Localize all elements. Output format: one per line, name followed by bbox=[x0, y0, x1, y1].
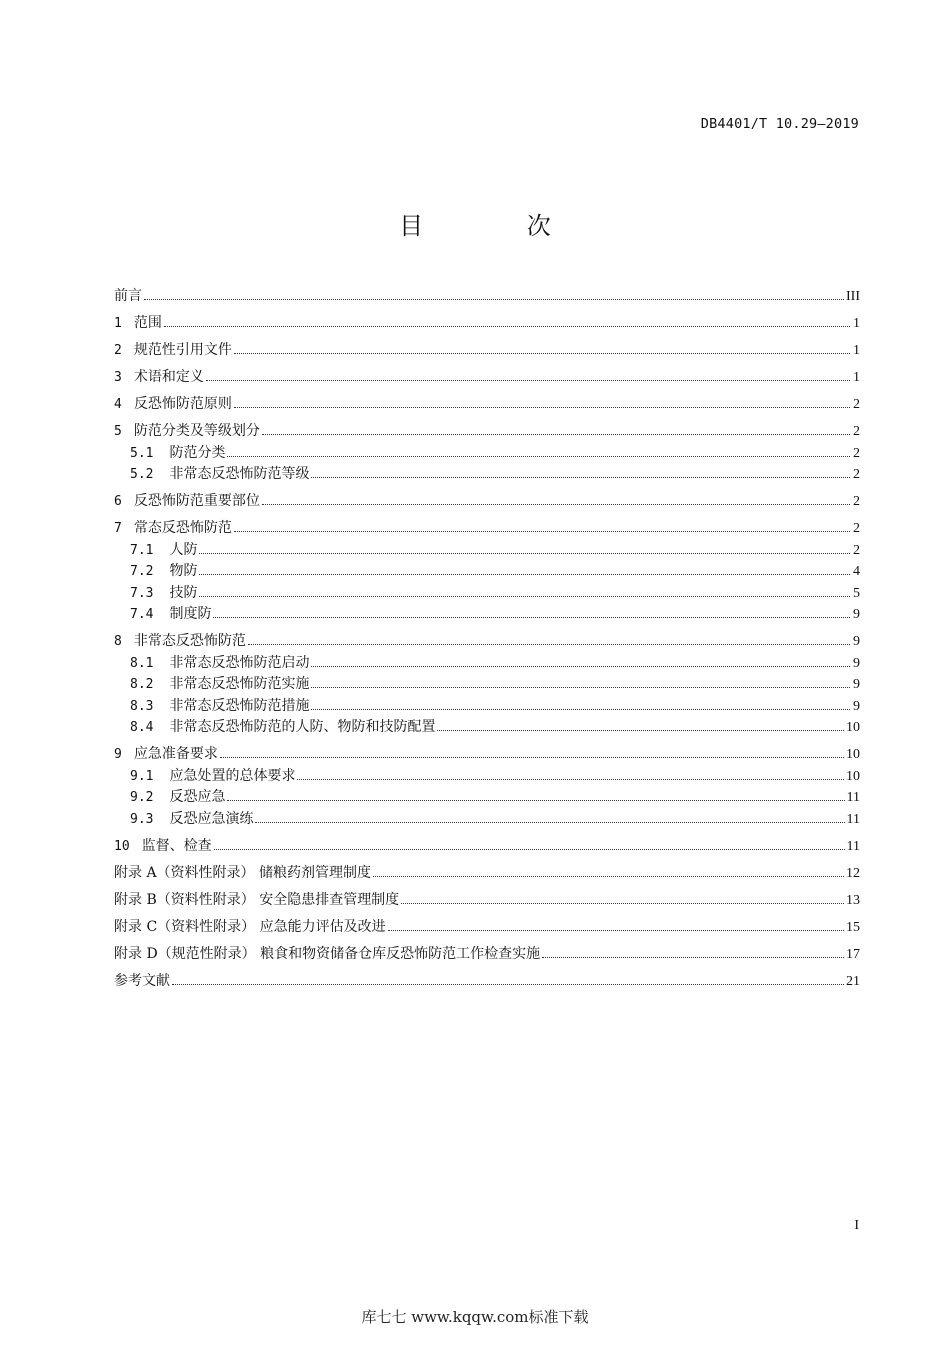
toc-entry[interactable] bbox=[114, 971, 860, 993]
toc-entry-number: 7.2 bbox=[130, 564, 154, 579]
toc-dot-leader bbox=[199, 596, 850, 597]
toc-entry-number: 7.4 bbox=[130, 607, 154, 622]
toc-entry-label: 非常态反恐怖防范 bbox=[133, 633, 246, 649]
toc-entry[interactable] bbox=[114, 744, 860, 766]
toc-entry-number: 5 bbox=[114, 424, 122, 439]
table-of-contents bbox=[114, 286, 860, 992]
toc-entry[interactable] bbox=[114, 340, 860, 362]
toc-entry-label: 技防 bbox=[169, 584, 198, 601]
toc-entry-page: 10 bbox=[846, 720, 860, 735]
toc-entry-label: 非常态反恐怖防范实施 bbox=[169, 676, 310, 692]
toc-dot-leader bbox=[164, 326, 850, 327]
toc-dot-leader bbox=[373, 876, 844, 877]
toc-entry[interactable] bbox=[114, 443, 860, 465]
toc-entry-page: 2 bbox=[853, 445, 860, 461]
toc-entry-page: 17 bbox=[846, 946, 860, 962]
toc-entry-number: 8.4 bbox=[130, 720, 154, 735]
toc-entry[interactable] bbox=[114, 674, 860, 696]
toc-entry[interactable] bbox=[114, 944, 860, 966]
toc-dot-leader bbox=[262, 504, 850, 505]
toc-entry-page: 11 bbox=[846, 838, 860, 854]
toc-dot-leader bbox=[214, 849, 845, 850]
toc-entry-page: 9 bbox=[853, 677, 860, 692]
toc-entry[interactable] bbox=[114, 787, 860, 809]
toc-entry-label: 防范分类 bbox=[169, 444, 226, 461]
toc-dot-leader bbox=[234, 531, 850, 532]
toc-dot-leader bbox=[206, 380, 850, 381]
toc-entry[interactable] bbox=[114, 766, 860, 788]
toc-entry-label: 范围 bbox=[133, 315, 162, 331]
toc-dot-leader bbox=[227, 800, 844, 801]
toc-entry[interactable] bbox=[114, 653, 860, 675]
watermark-text: 库七七 www.kqqw.com标准下载 bbox=[361, 1308, 589, 1326]
toc-entry-number: 1 bbox=[114, 316, 122, 331]
toc-entry-label: 防范分类及等级划分 bbox=[133, 423, 260, 439]
toc-entry[interactable] bbox=[114, 313, 860, 335]
toc-dot-leader bbox=[437, 730, 844, 731]
toc-dot-leader bbox=[220, 757, 844, 758]
toc-entry-number: 9 bbox=[114, 747, 122, 762]
toc-entry-page: 11 bbox=[846, 811, 860, 827]
toc-entry[interactable] bbox=[114, 491, 860, 513]
toc-entry-page: 1 bbox=[853, 343, 860, 358]
toc-entry-label: 人防 bbox=[169, 541, 198, 558]
toc-entry-label: 反恐怖防范重要部位 bbox=[133, 493, 260, 509]
toc-entry-page: 9 bbox=[853, 634, 860, 649]
toc-entry[interactable] bbox=[114, 286, 860, 308]
toc-entry-label: 规范性引用文件 bbox=[133, 342, 232, 358]
toc-entry-page: 15 bbox=[846, 919, 860, 935]
toc-entry-page: 9 bbox=[853, 607, 860, 622]
toc-entry-label: 监督、检查 bbox=[141, 837, 212, 854]
document-code: DB4401/T 10.29—2019 bbox=[700, 116, 859, 132]
toc-entry-page: 21 bbox=[846, 973, 860, 989]
toc-entry-page: III bbox=[846, 289, 860, 304]
toc-entry[interactable] bbox=[114, 717, 860, 739]
toc-dot-leader bbox=[199, 553, 850, 554]
toc-entry-page: 2 bbox=[853, 542, 860, 558]
toc-entry-label: 物防 bbox=[169, 563, 198, 579]
toc-entry-number: 5.1 bbox=[130, 445, 154, 461]
toc-dot-leader bbox=[172, 984, 844, 985]
toc-entry-number: 7 bbox=[114, 521, 122, 536]
toc-dot-leader bbox=[311, 709, 850, 710]
toc-entry-number: 8.2 bbox=[130, 677, 154, 692]
toc-entry-page: 1 bbox=[853, 316, 860, 331]
toc-entry-number: 9.2 bbox=[130, 790, 154, 805]
page-number: I bbox=[854, 1218, 859, 1233]
toc-entry-page: 5 bbox=[853, 585, 860, 601]
toc-entry-label: 附录 D（规范性附录） 粮食和物资储备仓库反恐怖防范工作检查实施 bbox=[114, 945, 541, 962]
toc-entry-number: 3 bbox=[114, 370, 122, 385]
toc-entry[interactable] bbox=[114, 696, 860, 718]
toc-entry[interactable] bbox=[114, 604, 860, 626]
toc-entry-label: 非常态反恐怖防范的人防、物防和技防配置 bbox=[169, 719, 436, 735]
toc-entry-label: 附录 A（资料性附录） 储粮药剂管理制度 bbox=[114, 864, 372, 881]
toc-entry-number: 8 bbox=[114, 634, 122, 649]
toc-entry-number: 4 bbox=[114, 397, 122, 412]
toc-entry-number: 7.1 bbox=[130, 542, 154, 558]
toc-entry[interactable] bbox=[114, 631, 860, 653]
toc-entry-label: 非常态反恐怖防范等级 bbox=[169, 466, 310, 482]
toc-entry[interactable] bbox=[114, 540, 860, 562]
toc-entry-page: 12 bbox=[846, 865, 860, 881]
toc-entry[interactable] bbox=[114, 890, 860, 912]
toc-entry-label: 非常态反恐怖防范启动 bbox=[169, 654, 310, 671]
toc-entry-label: 非常态反恐怖防范措施 bbox=[169, 697, 310, 714]
toc-dot-leader bbox=[297, 779, 844, 780]
toc-entry-page: 2 bbox=[853, 521, 860, 536]
toc-entry-page: 10 bbox=[846, 747, 860, 762]
toc-entry-page: 9 bbox=[853, 698, 860, 714]
toc-entry-page: 13 bbox=[846, 892, 860, 908]
toc-entry-number: 8.3 bbox=[130, 698, 154, 714]
toc-entry-label: 常态反恐怖防范 bbox=[133, 520, 232, 536]
toc-entry-label: 附录 C（资料性附录） 应急能力评估及改进 bbox=[114, 918, 386, 935]
toc-entry[interactable] bbox=[114, 809, 860, 831]
toc-dot-leader bbox=[388, 930, 844, 931]
toc-dot-leader bbox=[234, 407, 850, 408]
toc-entry-number: 8.1 bbox=[130, 655, 154, 671]
toc-entry-page: 2 bbox=[853, 494, 860, 509]
toc-dot-leader bbox=[144, 299, 844, 300]
toc-entry-number: 9.1 bbox=[130, 768, 154, 784]
toc-dot-leader bbox=[311, 477, 850, 478]
toc-entry-page: 4 bbox=[853, 564, 860, 579]
toc-entry-page: 2 bbox=[853, 467, 860, 482]
toc-entry-number: 10 bbox=[114, 838, 130, 854]
toc-entry-number: 9.3 bbox=[130, 811, 154, 827]
toc-dot-leader bbox=[401, 903, 844, 904]
toc-entry[interactable] bbox=[114, 561, 860, 583]
toc-dot-leader bbox=[262, 434, 850, 435]
toc-entry[interactable] bbox=[114, 464, 860, 486]
toc-dot-leader bbox=[542, 957, 844, 958]
toc-entry-label: 参考文献 bbox=[114, 972, 170, 989]
toc-entry-label: 制度防 bbox=[169, 606, 212, 622]
toc-entry-label: 应急准备要求 bbox=[133, 746, 218, 762]
toc-entry[interactable] bbox=[114, 394, 860, 416]
toc-entry-label: 反恐怖防范原则 bbox=[133, 396, 232, 412]
toc-entry[interactable] bbox=[114, 836, 860, 858]
toc-entry-label: 反恐应急 bbox=[169, 789, 226, 805]
toc-dot-leader bbox=[227, 456, 850, 457]
toc-entry[interactable] bbox=[114, 518, 860, 540]
toc-entry-label: 附录 B（资料性附录） 安全隐患排查管理制度 bbox=[114, 891, 400, 908]
toc-dot-leader bbox=[199, 574, 850, 575]
toc-entry-label: 应急处置的总体要求 bbox=[169, 767, 296, 784]
toc-dot-leader bbox=[234, 353, 850, 354]
page-title: 目 次 bbox=[399, 212, 599, 240]
toc-entry-label: 前言 bbox=[114, 288, 142, 304]
toc-entry-page: 2 bbox=[853, 397, 860, 412]
toc-entry-page: 1 bbox=[853, 370, 860, 385]
toc-entry[interactable] bbox=[114, 583, 860, 605]
toc-entry-label: 术语和定义 bbox=[133, 369, 204, 385]
toc-entry[interactable] bbox=[114, 421, 860, 443]
toc-entry-label: 反恐应急演练 bbox=[169, 810, 254, 827]
toc-entry-number: 6 bbox=[114, 494, 122, 509]
toc-dot-leader bbox=[311, 687, 850, 688]
toc-entry-page: 11 bbox=[846, 790, 860, 805]
toc-entry-number: 2 bbox=[114, 343, 122, 358]
toc-entry[interactable] bbox=[114, 863, 860, 885]
toc-entry-page: 10 bbox=[846, 768, 860, 784]
toc-dot-leader bbox=[255, 822, 844, 823]
toc-entry-number: 7.3 bbox=[130, 585, 154, 601]
toc-entry-page: 9 bbox=[853, 655, 860, 671]
toc-entry-number: 5.2 bbox=[130, 467, 154, 482]
toc-entry[interactable] bbox=[114, 367, 860, 389]
toc-entry[interactable] bbox=[114, 917, 860, 939]
toc-entry-page: 2 bbox=[853, 424, 860, 439]
toc-dot-leader bbox=[213, 617, 850, 618]
toc-dot-leader bbox=[311, 666, 850, 667]
toc-dot-leader bbox=[248, 644, 850, 645]
